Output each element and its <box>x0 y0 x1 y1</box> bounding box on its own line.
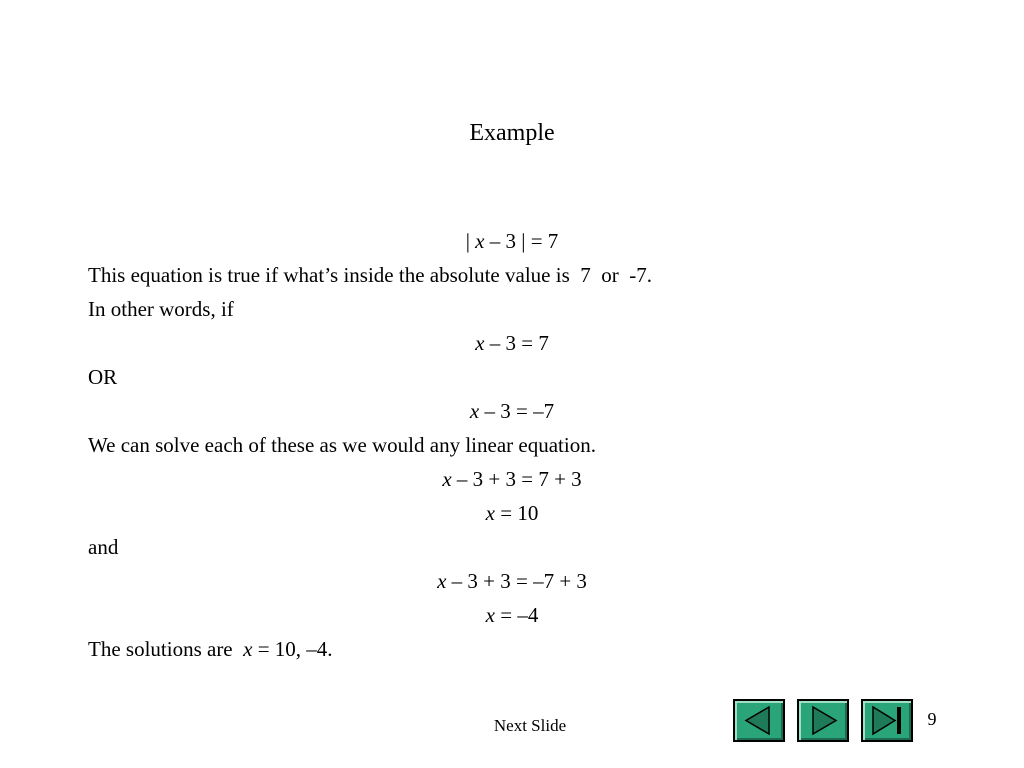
equation-result-negative: x = –4 <box>485 603 539 627</box>
triangle-right-icon <box>799 701 847 740</box>
last-slide-button[interactable] <box>861 699 913 742</box>
triangle-left-icon <box>735 701 783 740</box>
equation-step-add-negative: x – 3 + 3 = –7 + 3 <box>437 569 587 593</box>
equation-absolute-value: | x – 3 | = 7 <box>465 229 559 253</box>
variable-x: x <box>469 399 480 423</box>
variable-x: x <box>475 229 485 253</box>
text-line-solutions: The solutions are x = 10, –4. <box>88 637 333 661</box>
next-slide-button[interactable] <box>797 699 849 742</box>
variable-x: x <box>485 501 495 525</box>
equation-result-positive: x = 10 <box>485 501 539 525</box>
next-slide-link[interactable]: Next Slide <box>493 716 567 735</box>
page-number: 9 <box>927 709 937 729</box>
equation-case-negative: x – 3 = –7 <box>469 399 555 423</box>
text-line-or: OR <box>88 365 118 389</box>
variable-x: x <box>475 331 485 355</box>
text-line-explanation: This equation is true if what’s inside the absolute value is 7 or -7. <box>88 263 652 287</box>
slide-body <box>88 224 936 666</box>
variable-x: x <box>485 603 495 627</box>
equation-step-add-positive: x – 3 + 3 = 7 + 3 <box>442 467 582 491</box>
text-line-in-other-words: In other words, if <box>88 297 234 321</box>
previous-slide-button[interactable] <box>733 699 785 742</box>
variable-x: x <box>243 637 253 661</box>
equation-case-positive: x – 3 = 7 <box>475 331 549 355</box>
text-line-solve-each: We can solve each of these as we would any linear equation. <box>88 433 596 457</box>
skip-to-end-icon <box>863 701 911 740</box>
variable-x: x <box>437 569 447 593</box>
variable-x: x <box>442 467 452 491</box>
text-line-and: and <box>88 535 119 559</box>
slide-title: Example <box>469 120 555 146</box>
